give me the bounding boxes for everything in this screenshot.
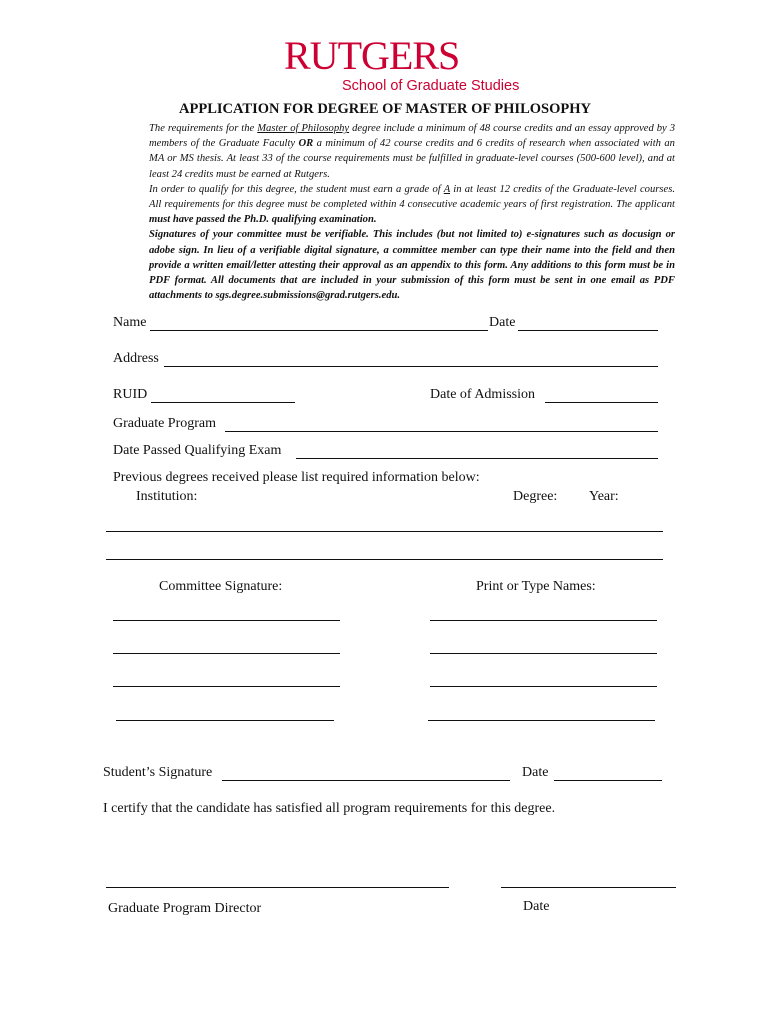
logo-text: RUTGERS: [284, 33, 460, 78]
date-of-admission-label: Date of Admission: [430, 387, 535, 402]
requirements-paragraph-1: [103, 121, 675, 182]
previous-degrees-prompt: Previous degrees received please list required information below:: [113, 470, 480, 485]
director-date-line[interactable]: [501, 887, 676, 888]
requirements-paragraph-3: Signatures of your committee must be verifiable. This includes (but not limited to) e-signatures such as docusign or adobe sign. In lieu of a verifiable digital signature, a committee member can type their name into the field and then provide a written email/letter attesting their approval as an appendix to this form. Any additions to this form must be in PDF format. All documents that are included in your submission of this form must be sent in one email as PDF attachments to sgs.degree.submissions@grad.rutgers.edu.: [149, 229, 675, 302]
student-signature-label: Student’s Signature: [103, 765, 213, 780]
p1-text-c: a minimum of 42 course credits and 6 credits of research when associated with an MA or MS thesis. At least 33 of the course requirements must be fulfilled in graduate-level courses (500-600 level), and at least 24 credits must be earned at Rutgers.: [149, 138, 675, 180]
graduate-program-label: Graduate Program: [113, 416, 217, 431]
rutgers-logo: [284, 33, 460, 78]
committee-signature-line-1[interactable]: [113, 620, 340, 621]
committee-signature-line-4[interactable]: [116, 720, 334, 721]
date-field[interactable]: [518, 330, 658, 331]
p1-degree-name: Master of Philosophy: [257, 123, 350, 134]
date-passed-exam-field[interactable]: [296, 458, 658, 459]
ruid-field[interactable]: [151, 402, 295, 403]
date-passed-exam-label: Date Passed Qualifying Exam: [113, 443, 282, 458]
p2-text-a: In order to qualify for this degree, the student must earn a grade of: [149, 183, 444, 195]
p1-text-b: degree include a minimum of 48 course credits and an essay approved by 3 members of the Graduate Faculty: [149, 123, 676, 150]
previous-degree-line-1[interactable]: [106, 531, 663, 532]
p1-or: OR: [298, 138, 314, 150]
student-signature-field[interactable]: [222, 780, 510, 781]
p2-grade: A: [443, 183, 451, 195]
form-title: APPLICATION FOR DEGREE OF MASTER OF PHILOSOPHY: [179, 101, 591, 117]
logo-subtitle: School of Graduate Studies: [342, 78, 520, 94]
requirements-paragraph-2: [103, 182, 675, 228]
date-of-admission-field[interactable]: [545, 402, 658, 403]
committee-signature-line-3[interactable]: [113, 686, 340, 687]
institution-label: Institution:: [136, 489, 198, 504]
degree-label: Degree:: [513, 489, 558, 504]
committee-signature-heading: Committee Signature:: [159, 579, 283, 594]
ruid-label: RUID: [113, 387, 148, 402]
director-date-label: Date: [523, 899, 550, 914]
p1-text-a: The requirements for the: [149, 123, 258, 134]
date-label: Date: [489, 315, 516, 330]
graduate-program-field[interactable]: [225, 431, 658, 432]
certification-statement: I certify that the candidate has satisfied all program requirements for this degree.: [103, 801, 556, 816]
student-date-label: Date: [522, 765, 549, 780]
director-signature-line[interactable]: [106, 887, 449, 888]
address-label: Address: [113, 351, 159, 366]
director-label: Graduate Program Director: [108, 901, 262, 916]
p2-text-b: in at least 12 credits of the Graduate-level courses. All requirements for this degree must be completed within 4 consecutive academic years of first registration. The applicant: [149, 183, 675, 211]
p2-bold-text: must have passed the Ph.D. qualifying examination.: [149, 214, 377, 226]
committee-name-line-4[interactable]: [428, 720, 655, 721]
address-field[interactable]: [164, 366, 658, 367]
committee-name-line-1[interactable]: [430, 620, 657, 621]
previous-degree-line-2[interactable]: [106, 559, 663, 560]
committee-name-line-3[interactable]: [430, 686, 657, 687]
committee-name-line-2[interactable]: [430, 653, 657, 654]
student-date-field[interactable]: [554, 780, 662, 781]
print-names-heading: Print or Type Names:: [476, 579, 596, 594]
year-label: Year:: [589, 489, 619, 504]
committee-signature-line-2[interactable]: [113, 653, 340, 654]
requirements-text: [103, 121, 675, 303]
name-label: Name: [113, 315, 147, 330]
name-field[interactable]: [150, 330, 488, 331]
